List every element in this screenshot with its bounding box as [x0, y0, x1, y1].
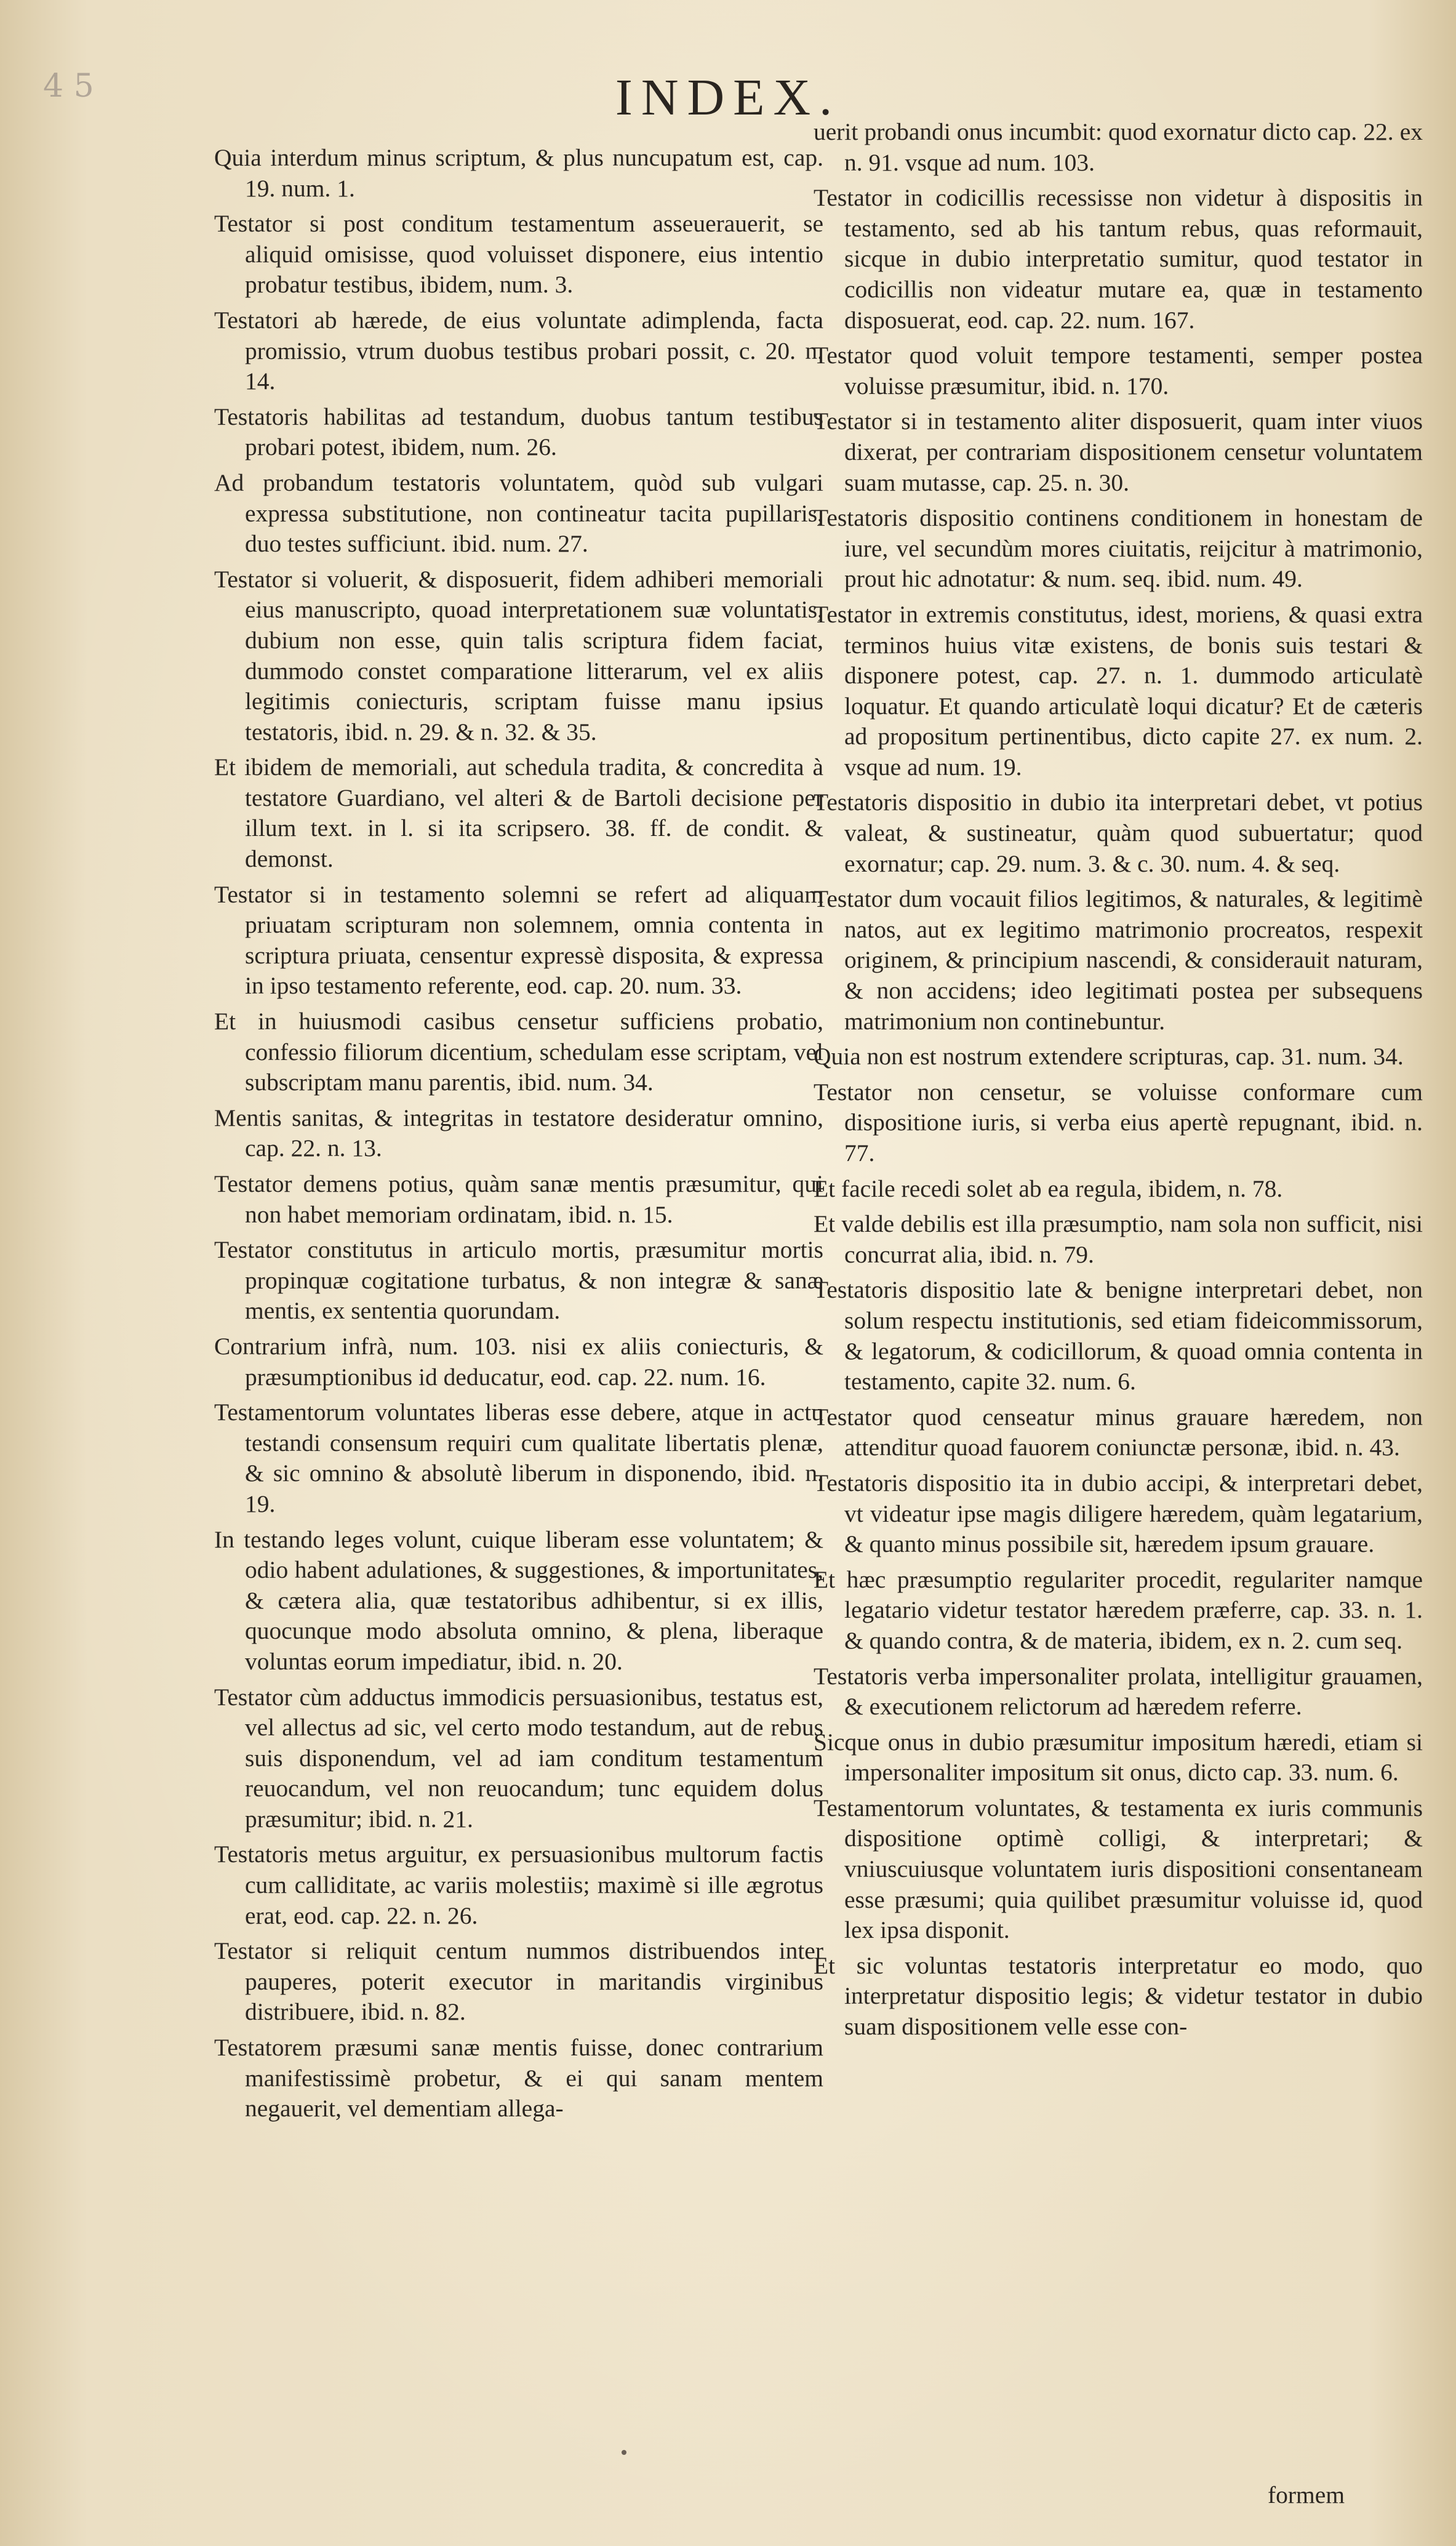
index-entry: Testatoris verba impersonaliter prolata, intelligitur grauamen, & executionem relictorum ad hæredem referre. [814, 1662, 1423, 1721]
index-entry: uerit probandi onus incumbit: quod exornatur dicto cap. 22. ex n. 91. vsque ad num. 103. [814, 118, 1423, 176]
index-entry: Quia interdum minus scriptum, & plus nuncupatum est, cap. 19. num. 1. [214, 144, 823, 202]
index-entry: Testator si voluerit, & disposuerit, fidem adhiberi memoriali eius manuscripto, quoad interpretationem suæ voluntatis, dubium non esse, quin talis scriptura fidem faciat, dummodo constet comparatione litterarum, vel ex aliis legitimis coniecturis, scriptam fuisse manu ipsius testatoris, ibid. n. 29. & n. 32. & 35. [214, 565, 823, 745]
index-entry: Sicque onus in dubio præsumitur impositum hæredi, etiam si impersonaliter impositum sit onus, dicto cap. 33. num. 6. [814, 1728, 1423, 1786]
index-entry: Testatoris habilitas ad testandum, duobus tantum testibus probari potest, ibidem, num. 26. [214, 403, 823, 461]
page-title: INDEX. [615, 69, 841, 126]
index-entry: Testator quod censeatur minus grauare hæredem, non attenditur quoad fauorem coniunctæ personæ, ibid. n. 43. [814, 1403, 1423, 1461]
index-entry: Et valde debilis est illa præsumptio, nam sola non sufficit, nisi concurrat alia, ibid. n. 79. [814, 1210, 1423, 1268]
index-entry: Testator si reliquit centum nummos distribuendos inter pauperes, poterit executor in maritandis virginibus distribuere, ibid. n. 82. [214, 1937, 823, 2026]
index-entry: Testator si in testamento solemni se refert ad aliquam priuatam scripturam non solemnem, omnia contenta in scriptura priuata, censentur expressè disposita, & expressa in ipso testamento referente, eod. cap. 20. num. 33. [214, 880, 823, 1000]
index-entry: In testando leges volunt, cuique liberam esse voluntatem; & odio habent adulationes, & suggestiones, & importunitates, & cætera alia, quæ testatoribus adhibentur, si ex illis, quocunque modo absoluta omnino, & plena, liberaque voluntas eorum impediatur, ibid. n. 20. [214, 1525, 823, 1675]
index-entry: Et in huiusmodi casibus censetur sufficiens probatio, confessio filiorum dicentium, schedulam esse scriptam, vel subscriptam manu parentis, ibid. num. 34. [214, 1008, 823, 1096]
index-entry: Testatoris metus arguitur, ex persuasionibus multorum factis cum calliditate, ac variis molestiis; maximè si ille ægrotus erat, eod. cap. 22. n. 26. [214, 1841, 823, 1929]
index-entry: Testator si in testamento aliter disposuerit, quam inter viuos dixerat, per contrariam dispositionem censetur voluntatem suam mutasse, cap. 25. n. 30. [814, 408, 1423, 496]
catchword: formem [1268, 2481, 1345, 2508]
index-entry: Et ibidem de memoriali, aut schedula tradita, & concredita à testatore Guardiano, vel alteri & de Bartoli decisione per illum text. in l. si ita scripsero. 38. ff. de condit. & demonst. [214, 753, 823, 873]
index-entry: Testator demens potius, quàm sanæ mentis præsumitur, qui non habet memoriam ordinatam, ibid. n. 15. [214, 1170, 823, 1228]
index-column-right [814, 117, 1423, 2047]
handwritten-mark: 4 5 [43, 68, 94, 105]
index-entry: Testator in codicillis recessisse non videtur à dispositis in testamento, sed ab his tantum rebus, quas reformauit, sicque in dubio interpretatio sumitur, quod testator in codicillis non videatur mutare ea, quæ in testamento disposuerat, eod. cap. 22. num. 167. [814, 184, 1423, 334]
index-entry: Testatoris dispositio in dubio ita interpretari debet, vt potius valeat, & sustineatur, quàm quod subuertatur; quod exornatur; cap. 29. num. 3. & c. 30. num. 4. & seq. [814, 789, 1423, 877]
index-entry: Testatoris dispositio continens conditionem in honestam de iure, vel secundùm mores ciuitatis, reijcitur à matrimonio, prout hic adnotatur: & num. seq. ibid. num. 49. [814, 504, 1423, 593]
index-entry: Testator dum vocauit filios legitimos, & naturales, & legitimè natos, aut ex legitimo matrimonio procreatos, respexit originem, & principium nascendi, & considerauit naturam, & non accidens; ideo legitimati postea per subsequens matrimonium non continebuntur. [814, 885, 1423, 1035]
index-column-left [214, 143, 823, 2129]
index-entry: Testator in extremis constitutus, idest, moriens, & quasi extra terminos huius vitæ existens, de bonis suis testari & disponere potest, cap. 27. n. 1. dummodo articulatè loquatur. Et quando articulatè loqui dicatur? Et de cæteris ad propositum pertinentibus, dicto capite 27. ex num. 2. vsque ad num. 19. [814, 600, 1423, 781]
index-entry: Contrarium infrà, num. 103. nisi ex aliis coniecturis, & præsumptionibus id deducatur, eod. cap. 22. num. 16. [214, 1332, 823, 1391]
index-entry: Et sic voluntas testatoris interpretatur eo modo, quo interpretatur dispositio legis; & videtur testator in dubio suam dispositionem velle esse con- [814, 1951, 1423, 2041]
index-entry: Mentis sanitas, & integritas in testatore desideratur omnino, cap. 22. n. 13. [214, 1104, 823, 1162]
index-entry: Testatorem præsumi sanæ mentis fuisse, donec contrarium manifestissimè probetur, & ei qui sanam mentem negauerit, vel dementiam allega- [214, 2034, 823, 2122]
index-entry: Testator constitutus in articulo mortis, præsumitur mortis propinquæ cogitatione turbatus, & non integræ & sanæ mentis, ex sententia quorundam. [214, 1236, 823, 1325]
index-entry: Quia non est nostrum extendere scripturas, cap. 31. num. 34. [814, 1043, 1404, 1070]
index-entry: Testator non censetur, se voluisse conformare cum dispositione iuris, si verba eius apertè repugnant, ibid. n. 77. [814, 1078, 1423, 1167]
index-entry: Testator si post conditum testamentum asseuerauerit, se aliquid omisisse, quod voluisset disponere, eius intentio probatur testibus, ibidem, num. 3. [214, 210, 823, 299]
index-entry: Testamentorum voluntates liberas esse debere, atque in actu testandi consensum requiri cum qualitate libertatis plenæ, & sic omnino & absolutè liberum in disponendo, ibid. n. 19. [214, 1399, 823, 1517]
ink-dot [622, 2450, 626, 2455]
index-entry: Et facile recedi solet ab ea regula, ibidem, n. 78. [814, 1175, 1283, 1202]
index-entry: Et hæc præsumptio regulariter procedit, regulariter namque legatario videtur testator hæredem præferre, cap. 33. n. 1. & quando contra, & de materia, ibidem, ex n. 2. cum seq. [814, 1565, 1423, 1654]
index-entry: Testatori ab hærede, de eius voluntate adimplenda, facta promissio, vtrum duobus testibus probari possit, c. 20. n. 14. [214, 306, 823, 395]
index-entry: Ad probandum testatoris voluntatem, quòd sub vulgari expressa substitutione, non contineatur tacita pupillaris, duo testes sufficiunt. ibid. num. 27. [214, 468, 823, 558]
index-entry: Testamentorum voluntates, & testamenta ex iuris communis dispositione optimè colligi, & interpretari; & vniuscuiusque voluntatem iuris dispositioni consentaneam esse præsumi; quia quilibet præsumitur voluisse id, quod lex ipsa disponit. [814, 1794, 1423, 1944]
index-entry: Testator quod voluit tempore testamenti, semper postea voluisse præsumitur, ibid. n. 170. [814, 342, 1423, 400]
index-entry: Testatoris dispositio ita in dubio accipi, & interpretari debet, vt videatur ipse magis diligere hæredem, quàm legatarium, & quanto minus possibile sit, hæredem ipsum grauare. [814, 1469, 1423, 1558]
index-entry: Testator cùm adductus immodicis persuasionibus, testatus est, vel allectus ad sic, vel certo modo testandum, aut de rebus suis disponendum, vel ad iam conditum testamentum reuocandum, vel non reuocandum; tunc equidem dolus præsumitur; ibid. n. 21. [214, 1683, 823, 1833]
index-entry: Testatoris dispositio late & benigne interpretari debet, non solum respectu institutionis, sed etiam fideicommissorum, & legatorum, & codicillorum, & quoad omnia contenta in testamento, capite 32. num. 6. [814, 1276, 1423, 1395]
